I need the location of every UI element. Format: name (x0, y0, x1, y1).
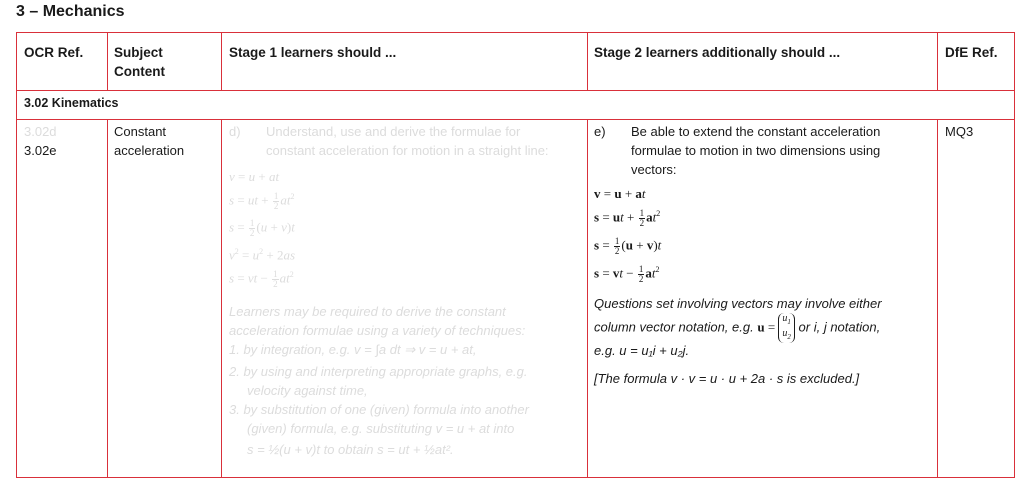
subject-line2: acceleration (114, 143, 185, 158)
stage2-questions-line1: Questions set involving vectors may involve either (594, 296, 882, 311)
stage2-formula-4: s = vt − $\frac{1}{2}$ $at^2$ (594, 264, 660, 284)
ocr-ref-d: 3.02d (24, 124, 57, 139)
stage1-tech2-line1: 2. by using and interpreting appropriate graphs, e.g. (229, 364, 528, 379)
stage2-text-line3: vectors: (631, 162, 677, 177)
stage1-formula-5: s = vt − $\frac{1}{2}$ $at^2$ (229, 269, 294, 289)
stage2-text-line2: formulae to motion in two dimensions using (631, 143, 881, 158)
spec-table (16, 32, 1015, 478)
stage1-tech3-line2: (given) formula, e.g. substituting v = u + at into (247, 421, 515, 436)
subject-line1: Constant (114, 124, 167, 139)
col-divider (107, 33, 108, 90)
stage1-tech3-line1: 3. by substitution of one (given) formula into another (229, 402, 529, 417)
stage1-note (229, 302, 529, 459)
stage1-formula-1: v = u + at (229, 169, 280, 184)
stage2-text (631, 122, 880, 179)
header-subject-line1: Subject (114, 45, 163, 60)
stage1-text-line1: Understand, use and derive the formulae for (266, 124, 521, 139)
header-stage2: Stage 2 learners additionally should ... (594, 45, 841, 60)
header-dfe-ref: DfE Ref. (945, 45, 998, 60)
stage2-questions-line2: column vector notation, e.g. $u = u_1$ $u_2$ or i, j notation, (594, 313, 881, 341)
stage1-formula-4: $v^2 = u^2 + 2as$ (229, 247, 296, 263)
stage2-label: e) (594, 124, 606, 139)
stage1-note-line2: acceleration formulae using a variety of techniques: (229, 323, 526, 338)
ocr-ref-e: 3.02e (24, 143, 57, 158)
dfe-ref: MQ3 (945, 124, 974, 139)
subsection-title: 3.02 Kinematics (24, 96, 119, 110)
stage1-text (266, 122, 549, 160)
stage2-excluded-note: [The formula v · v = u · u + 2a · s is excluded.] (594, 371, 860, 386)
header-subject-line2: Content (114, 64, 165, 79)
header-stage1: Stage 1 learners should ... (229, 45, 397, 60)
header-ocr-ref: OCR Ref. (24, 45, 84, 60)
stage1-tech3-line3: s = ½(u + v)t to obtain s = ut + ½at². (247, 442, 454, 457)
stage1-tech2-line2: velocity against time, (247, 383, 368, 398)
stage1-formula-3: s = $\frac{1}{2}$ (u + v)t (229, 218, 295, 238)
stage1-formula-2: s = ut + $\frac{1}{2}$ $at^2$ (229, 191, 295, 211)
section-title: 3 – Mechanics (16, 3, 125, 20)
stage2-formula-3: s = $\frac{1}{2}$ (u + v)t (594, 236, 662, 256)
stage2-questions-line3: e.g. u = u₁i + u₂j. (594, 343, 690, 358)
stage1-tech1: 1. by integration, e.g. v = ∫a dt ⇒ v = u + at, (229, 342, 477, 357)
stage2-formula-2: s = ut + $\frac{1}{2}$ $at^2$ (594, 208, 661, 228)
stage2-text-line1: Be able to extend the constant acceleration (631, 124, 881, 139)
subject-content (114, 122, 184, 160)
column-vector: $u_1$ $u_2$ (778, 313, 795, 343)
stage1-note-line1: Learners may be required to derive the constant (229, 304, 506, 319)
subsection-row (17, 91, 1014, 119)
col-divider (107, 119, 108, 477)
stage2-formula-1: v = u + at (594, 186, 646, 201)
stage1-label: d) (229, 124, 241, 139)
header-subject-content (114, 43, 165, 81)
stage2-q-line2a: column vector notation, e.g. (594, 319, 754, 335)
stage2-q-line2b: or i, j notation, (798, 319, 881, 335)
stage1-text-line2: constant acceleration for motion in a straight line: (266, 143, 549, 158)
row-divider (17, 119, 1014, 120)
